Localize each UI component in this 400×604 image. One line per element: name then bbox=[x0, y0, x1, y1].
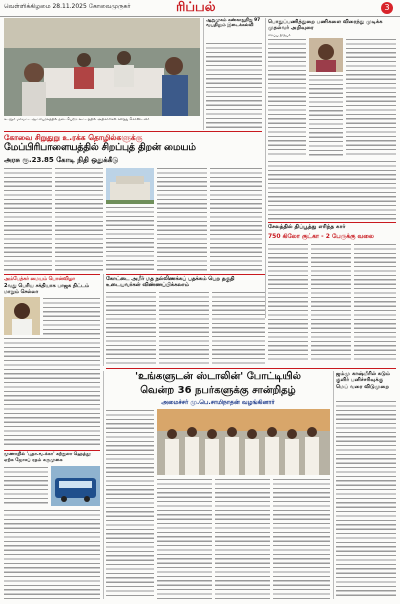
left-bottom-body-a bbox=[4, 466, 48, 506]
newspaper-logo: ரிப்பல் bbox=[176, 0, 216, 15]
page-number-badge: 3 bbox=[381, 2, 393, 14]
politician-portrait bbox=[4, 297, 40, 335]
main-story-body-col1 bbox=[106, 409, 154, 599]
main-story-headline-line2: வென்ற 36 நபர்களுக்கு சான்றிதழ் bbox=[140, 385, 296, 396]
meeting-photo-illustration bbox=[4, 18, 200, 116]
top-photo bbox=[4, 18, 200, 116]
side-brief-headline: ஆறுமுகம் கண்காதுநிறு 97 வயதிலும் இடைக்கல்வி bbox=[206, 18, 261, 29]
masthead bbox=[0, 0, 400, 17]
right-bottom-headline: ஜம்மு காஷ்மீரில் கடும் குளிர் பனிச்சரிவுக்கு மெப் வரை விடுமுறை bbox=[336, 371, 391, 390]
mid-story-body-col3 bbox=[212, 291, 265, 366]
right-bottom-body bbox=[336, 400, 396, 599]
right-mid-body-col1 bbox=[268, 243, 308, 361]
right-top-body-col3 bbox=[346, 38, 396, 158]
left-brief-body-a bbox=[43, 297, 100, 335]
top-story-body-col2 bbox=[55, 167, 103, 271]
right-mid-headline: சேலத்தில் திப்பூத்து எரிந்த கார் bbox=[268, 224, 346, 230]
main-story-headline-line1: 'உங்களுடன் ஸ்டாலின்' போட்டியில் bbox=[135, 371, 301, 382]
left-brief-headline: 2வது பெரிய சக்தியாக பாஜக திட்டம் மாறும் செல்லா bbox=[4, 283, 90, 295]
top-photo-caption: கடலூர் மாவட்ட ஆட்சியரகத்தில் நடைபெற்ற கூட்டத்தில் அதிகாரிகள் கலந்து கொண்டனர் bbox=[4, 117, 150, 121]
right-mid-subhead: 750 கிலோ குட்கா - 2 பேருக்கு வலை bbox=[268, 233, 374, 240]
bus-photo bbox=[51, 466, 100, 506]
building-photo bbox=[106, 168, 154, 204]
right-top-body-col1 bbox=[268, 38, 306, 158]
right-top-headline: பொதுப்பணித்துறை பணிகளை விரைந்து முடிக்க முதல்வர் அறிவுரை bbox=[268, 19, 383, 32]
left-brief-body-b bbox=[4, 337, 100, 447]
official-portrait bbox=[309, 38, 343, 72]
left-brief-kicker: அம்பேத்கர் மையம் பொன்விழா bbox=[4, 277, 75, 282]
group-photo bbox=[157, 409, 330, 475]
side-brief-body bbox=[206, 42, 262, 128]
right-top-body-col4 bbox=[268, 160, 396, 220]
right-mid-body-col3 bbox=[354, 243, 396, 361]
top-story-body-col5 bbox=[210, 167, 262, 271]
right-top-body-col2 bbox=[309, 74, 343, 158]
left-bottom-headline: மூணாறில் 'புதா.வ.க்கா' கற்றுலா ஹெத்தூ ஏற்க ஜோசப் ரதம் கருமுகை bbox=[4, 452, 91, 463]
right-top-byline: சிறப்பு நிருபர் bbox=[268, 33, 291, 37]
top-story-body-col1 bbox=[4, 167, 52, 271]
mid-story-headline: கோட்டை அமீர் மத நல்லிணக்கப் பதக்கம் பெற தகுதி உடையவர்கள் விண்ணப்பிக்கலாம் bbox=[106, 276, 235, 289]
main-story-body-col3 bbox=[215, 478, 270, 599]
edition-date: வெள்ளிக்கிழமை 28.11.2025 கோவைமுருகர் bbox=[4, 3, 131, 10]
right-mid-body-col2 bbox=[311, 243, 351, 361]
top-story-body-col4 bbox=[157, 167, 207, 271]
mid-story-body-col2 bbox=[159, 291, 209, 366]
main-story-subhead: அமைச்சர் மு.பெ.சாமிநாதன் வழங்கினார் bbox=[161, 399, 275, 406]
top-story-headline: மேப்பிரிபாளையத்தில் சிறப்புத் திறன் மையம் bbox=[4, 142, 196, 153]
main-story-body-col4 bbox=[273, 478, 330, 599]
left-bottom-body-b bbox=[4, 509, 100, 599]
mid-story-body-col1 bbox=[106, 291, 156, 366]
top-story-subhead: அரசு ரூ.23.85 கோடி நிதி ஒதுக்கீடு bbox=[4, 156, 119, 164]
top-story-body-col3 bbox=[106, 206, 154, 271]
top-story-kicker: கோவை சிறுதுறு உ.ரக்க தொழில்களுக்கு bbox=[4, 133, 143, 142]
main-story-body-col2 bbox=[157, 478, 212, 599]
